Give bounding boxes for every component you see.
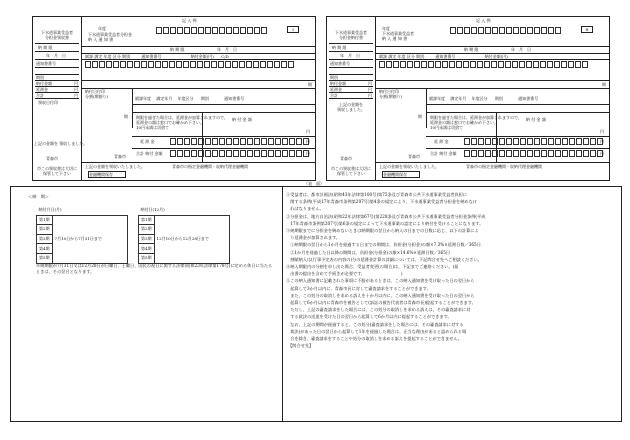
late-fee-label-r: 延 滞 金 [434, 139, 449, 144]
stub-yen-2-r: 円 [368, 87, 372, 92]
stub-row-total: 合計 [36, 93, 44, 98]
schedule-left-row: 第3期 [37, 234, 53, 244]
schedule-title: ＜納 期＞ [28, 194, 49, 199]
schedule-right-row: 第5期 [139, 253, 155, 263]
table-headers: 賦課年度 調定年月 年度区分 期別 通知書番号 [135, 96, 245, 101]
schedule-left-row: 第5期 [37, 253, 53, 263]
period-mark-2: 期 [124, 114, 128, 119]
stub-yen-1-r: 円 [368, 81, 372, 86]
stub-deadline: 納 期 限 [38, 45, 53, 50]
stub-yen-1: 円 [74, 81, 78, 86]
stub-city: 青森市 [46, 156, 58, 161]
main-title-r: 年度 下水道事業受益者 納 入 通 知 書 [382, 26, 414, 41]
stub-deadline-value-r: 年 月 日 [340, 53, 360, 58]
schedule-left-header: 納付月日(月) [38, 207, 62, 213]
example-label-r: 記 入 例 [476, 18, 491, 23]
amount-label: 納 付 金 額 [232, 117, 252, 122]
main-city-r: 青森市 [408, 154, 420, 159]
number-cells-top-r [450, 27, 562, 34]
stub-row-late: 延滞金 [36, 87, 48, 92]
pay-date-stamp-r: 納付日付印 分割(期割り) [379, 89, 403, 99]
total-label-r: 合計 納付 金額 [430, 151, 457, 156]
schedule-right-header: 納付日(12月) [140, 207, 165, 213]
period-mark-2-r: 期 [418, 114, 422, 119]
stub-deadline-r: 納 期 限 [332, 45, 347, 50]
schedule-table-right [138, 206, 230, 264]
bank-note-r: 上記の金額を領収いたしました。 [379, 164, 439, 169]
stub-row-total-r: 合計 [330, 93, 338, 98]
copy-number: I [287, 26, 299, 33]
number-cells-row [85, 61, 295, 68]
stub-bottom-note: 市この領収書は大切に 保管して下さい [37, 166, 77, 176]
pay-date-stamp: 納付日付印 分割(期割り) [85, 89, 109, 99]
late-fee-yen: 円 [306, 139, 310, 144]
stub-yen-3-r: 円 [368, 93, 372, 98]
stub-row-period-r: 期別 [330, 75, 338, 80]
schedule-right-row: 第3期 [139, 234, 155, 244]
copy-number-r: II [581, 26, 593, 33]
total-cells-r [464, 150, 604, 157]
total-label: 合計 納付 金額 [136, 151, 163, 156]
amount-yen-r: 円 [600, 129, 604, 134]
main-city: 青森市 [114, 154, 126, 159]
schedule-left-row: 第2期 [37, 225, 53, 235]
late-fee-label: 延 滞 金 [140, 139, 155, 144]
stub-received: 上記の金額を 領収しました。 [34, 141, 88, 146]
table-headers-r: 賦課年度 調定年月 年度区分 期別 通知書番号 [429, 96, 539, 101]
total-cells [170, 150, 310, 157]
stub-row-amount-r: 納付金額 [330, 81, 346, 86]
main-title: 下水道事業受益者分担金 納 入 通 知 書 [88, 32, 132, 42]
stub-receipt-stamp: 領収日付印 [38, 100, 58, 105]
field-header-row-r: 賦課 調定 年度 区分 期別 通知書番号 納付金額(円) [379, 54, 508, 59]
stub-bottom-note-r: 市この領収書は大切に 保管して下さい [331, 166, 371, 176]
period-mark: 期 [308, 82, 312, 87]
legal-notes: ①受益者は、都市計画法(昭和43年法律第100号)第75条及び青森市公共下水道事業受益者負担に 関する条例(平成17年青森市条例第207号)第4条の規定により、下水道事業受益者分担金を納めなけ ればなりません。 ②分担金は、地方自治法(昭和22年法律第67号)第228条及び青森市公共下水道事業受益者分担金条例(平成 17年青森市条例第207号)第6条の規定によって下水道事業の認定により納付を受けることになります。 ③納期限までに分担金を納めないときは納期限の翌日から納入の日までの日数に応じ、以下の計算によ り延滞金が加算されます。 ①納期限の翌日から1か月を経過する日までの期間は、負担金(分担金)の額×7.3%×延滞日数／365日 ②1か月を経過した日以降の期間は、負担金(分担金)の額×14.6%×延滞日数／365日 割賦納入は(行事予定表の内容の)分の延滞金計算の詳細については、下記問合せ先へご相談ください。 ④納入期限内の分割を申し出た場合、受益者変更(の場合)は、下記までご連絡ください。(届 出書の提出を含めて手続きが必要です。 ) ⑤この納入通知書に記載された事項に不服があるときは、この納入通知書を受け取った日の翌日から 起算して3か月以内に、青森市長に対して審査請求をすることができます。 また、この処分の取消しを求める訴えを十か月以内に、この納入通知書を受け取った日の翌日から 起算して6か月以内に青森市を被告として(訴訟の被告代表者は青森市長)提起することができます。 ただし、上記の審査請求をした場合には、この処分の取消しを求める訴えは、その審査請求に対 する裁決の送達を受けた日の翌日から起算して6か月以内に提起することができます。 なお、上記の期間が経過すると、この処分(審査請求をした場合には、その審査請求に対する 裁決)があった日の翌日から起算して1年を経過した場合は、正当な理由があると認められる場 合を除き、審査請求をすることや処分の取消しを求める訴えを提起することができません。 【問合せ先】 [286, 192, 486, 349]
late-fee-cells [170, 138, 310, 145]
schedule-right-row: 第2期 [139, 225, 155, 235]
stub-deadline-value: 年 月 日 [46, 53, 66, 58]
deadline-label: 納 期 限 [170, 47, 185, 52]
schedule-left-row: 第4期 [37, 244, 53, 254]
deadline-footnote: ※納期限が7月31日又は12月28日が日曜日、土曜日、国民の祝日に関する法律(昭和23年法律第178号)に定める休日に当たるときは、その翌日となります。 [36, 263, 273, 275]
total-yen: 円 [306, 151, 310, 156]
front-label: （表 面） [304, 181, 324, 186]
stub-row-late-r: 延滞金 [330, 87, 342, 92]
stub-row-amount: 納付金額 [36, 81, 52, 86]
stub-notice-no: 通知書番号 [36, 61, 56, 66]
late-fee-cells-r [464, 138, 604, 145]
deadline-value-r: 年 月 日 [511, 47, 531, 52]
stub-notice-no-r: 通知書番号 [330, 61, 350, 66]
late-notice-r: 期限を過ぎた場合は、延滞金が加算されますので、 延滞金の額は窓口でお確かめ下さい。 10円未満は切捨て [430, 115, 522, 130]
stub-row-period: 期別 [36, 75, 44, 80]
stub-yen-2: 円 [74, 87, 78, 92]
stub-received-r: 上記の金額を 領収しました。 [337, 102, 365, 112]
amount-yen: 円 [306, 129, 310, 134]
schedule-table-left [36, 206, 128, 264]
schedule-left-row: 第1期 [37, 215, 53, 225]
bank-tag: 金融機関保存 [88, 171, 126, 178]
slip-left [32, 16, 316, 181]
late-fee-yen-r: 円 [600, 139, 604, 144]
stub-city-r: 青森市 [340, 156, 352, 161]
total-yen-r: 円 [600, 151, 604, 156]
bank-note: 上記の金額を領収いたしました。 [85, 164, 145, 169]
number-cells-top [156, 27, 268, 34]
slip-right [326, 16, 610, 181]
amount-label-r: 納 付 金 額 [526, 117, 546, 122]
late-notice: 期限を過ぎた場合は、延滞金が加算されますので、 延滞金の額は窓口でお確かめ下さい。 10円未満は切捨て [136, 115, 228, 130]
fiscal-year: 年度 [98, 26, 106, 31]
number-cells-row-r [379, 61, 589, 68]
deadline-label-r: 納 期 限 [464, 47, 479, 52]
bank-agent-note-r: 青森市の指定金融機関・収納代理金融機関 [466, 164, 542, 169]
stub-title: 下水道事業受益者 分担金領収書 [41, 30, 73, 40]
stub-yen-3: 円 [74, 93, 78, 98]
stub-title-r: 下水道事業受益者 分担金納付書 [335, 30, 367, 40]
bank-tag-r: 金融機関保存 [382, 171, 420, 178]
deadline-value: 年 月 日 [217, 47, 237, 52]
schedule-right-row: 第1期 [139, 215, 155, 225]
field-header-row: 賦課 調定 年度 区分 期別 通知書番号 納付金額(円) C/D [85, 54, 229, 59]
example-label: 記 入 例 [182, 18, 197, 23]
period-mark-r: 期 [602, 82, 606, 87]
schedule-right-value: 12月10日から12月28日まで [154, 234, 229, 244]
schedule-left-value: 7月10日から7月31日まで [52, 234, 127, 244]
schedule-right-row: 第4期 [139, 244, 155, 254]
bank-agent-note: 青森市の指定金融機関・収納代理金融機関 [172, 164, 248, 169]
